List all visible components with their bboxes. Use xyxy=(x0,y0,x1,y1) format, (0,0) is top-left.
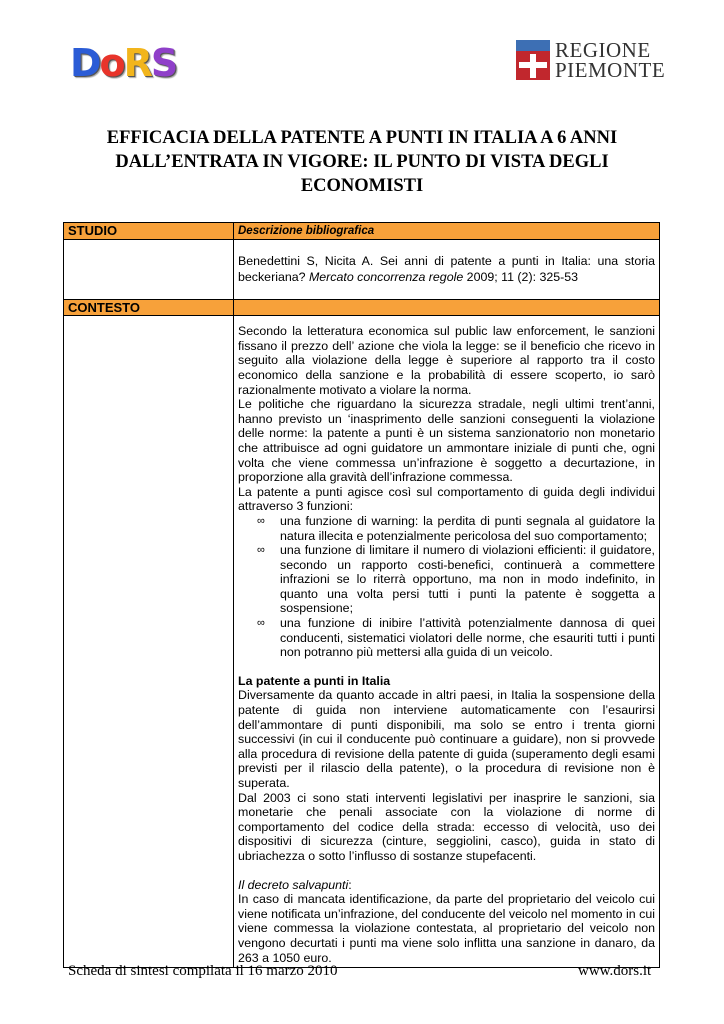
table-row xyxy=(64,300,660,316)
list-item-text: una funzione di inibire l’attività potenzialmente dannosa di quei conducenti, sistematici violatori delle norme, che esauriti tutti i punti non potranno più mettersi alla guida di un veicolo. xyxy=(280,616,655,660)
summary-table xyxy=(63,222,660,968)
paragraph: Dal 2003 ci sono stati interventi legislativi per inasprire le sanzioni, sia monetarie che penali associate con la violazione di norme di comportamento del codice della strada: eccesso di velocità, uso dei dispositivi di sicurezza (cinture, seggiolini, casco), guida in stato di ubriachezza o sotto l’influsso di sostanze stupefacenti. xyxy=(238,790,655,863)
list-item-text: una funzione di warning: la perdita di punti segnala al guidatore la natura illecita e potenzialmente pericolosa del suo comportamento; xyxy=(280,513,655,543)
functions-list xyxy=(238,514,655,660)
bibliography-reference: 2009; 11 (2): 325-53 xyxy=(463,269,579,284)
contesto-label-cell xyxy=(64,300,234,316)
logo-letter-o: o xyxy=(99,41,124,85)
piemonte-shield-icon xyxy=(516,40,550,80)
regione-piemonte-logo xyxy=(516,38,666,82)
infinity-bullet-icon: ∞ xyxy=(257,544,265,557)
studio-label-cell xyxy=(64,223,234,240)
contesto-body xyxy=(234,316,660,968)
spacer xyxy=(238,660,655,674)
bibliography-cell xyxy=(234,240,660,300)
section-heading-decreto xyxy=(238,878,655,893)
dors-logo xyxy=(70,40,177,86)
footer-website-link[interactable]: www.dors.it xyxy=(578,963,652,979)
infinity-bullet-icon: ∞ xyxy=(257,514,265,527)
paragraph: Diversamente da quanto accade in altri paesi, in Italia la sospensione della patente di guida non interviene automaticamente con l’esaurirsi dell’ammontare di punti disponibili, ma solo se entro i trenta giorni successivi (in cui il conducente può continuare a guidare), non si provvede alla procedura di revisione della patente di guida (superamento degli esami previsti per il rilascio della patente), o la procedura di revisione non è superata. xyxy=(238,688,655,790)
section-heading-italia: La patente a punti in Italia xyxy=(238,673,391,688)
decreto-heading-colon: : xyxy=(348,877,352,892)
paragraph: La patente a punti agisce così sul comportamento di guida degli individui attraverso 3 funzioni: xyxy=(238,484,655,514)
logo-letter-r: R xyxy=(123,41,151,85)
logo-letter-d: D xyxy=(70,41,100,85)
paragraph: Le politiche che riguardano la sicurezza stradale, negli ultimi trent’anni, hanno previsto un ‘inasprimento delle sanzioni conseguenti la violazione delle norme: la patente a punti è un sistema sanzionatorio non monetario che attribuisce ad ogni guidatore un ammontare iniziale di punti che, ogni volta che viene commessa un’infrazione è soggetto a decurtazione, in proporzione alla gravità dell’infrazione commessa. xyxy=(238,397,655,485)
contesto-header-empty xyxy=(234,300,660,316)
bibliographic-description-label: Descrizione bibliografica xyxy=(238,225,375,237)
list-item xyxy=(257,513,655,543)
studio-desc-cell xyxy=(234,223,660,240)
contesto-label: CONTESTO xyxy=(68,300,140,316)
paragraph: Secondo la letteratura economica sul public law enforcement, le sanzioni fissano il prezzo dell’ azione che viola la legge: se il beneficio che ricevo in seguito alla violazione della legge è superiore al rapporto tra il costo economico della sanzione e la probabilità di essere scoperto, io sarò razionalmente motivato a violare la norma. xyxy=(238,324,655,397)
logo-letter-s: S xyxy=(150,41,177,85)
infinity-bullet-icon: ∞ xyxy=(257,617,265,630)
decreto-heading-text: Il decreto salvapunti xyxy=(238,877,349,892)
footer-compiled-date: Scheda di sintesi compilata il 16 marzo 2010 xyxy=(68,963,338,979)
table-row xyxy=(64,316,660,968)
empty-cell xyxy=(64,316,234,968)
studio-label: STUDIO xyxy=(68,223,118,238)
list-item xyxy=(257,616,655,660)
spacer xyxy=(238,864,655,878)
logo-word-regione: REGIONE xyxy=(555,38,651,62)
list-item xyxy=(257,543,655,616)
bibliography-authors-title: Benedettini S, Nicita A. Sei anni di patente a punti in Italia: una storia beckeriana? xyxy=(238,254,655,284)
table-row xyxy=(64,240,660,300)
table-row xyxy=(64,223,660,240)
bibliography-journal: Mercato concorrenza regole xyxy=(308,269,464,284)
paragraph: In caso di mancata identificazione, da parte del proprietario del veicolo cui viene notificata un’infrazione, del conducente del veicolo nel momento in cui viene commessa la violazione contestata, al proprietario del veicolo non vengono decurtati i punti ma viene solo inflitta una sanzione in danaro, da 263 a 1050 euro. xyxy=(238,892,655,965)
empty-cell xyxy=(64,240,234,300)
document-title: EFFICACIA DELLA PATENTE A PUNTI IN ITALIA A 6 ANNI DALL’ENTRATA IN VIGORE: IL PUNTO DI VISTA DEGLI ECONOMISTI xyxy=(106,128,618,196)
logo-word-piemonte: PIEMONTE xyxy=(555,58,666,82)
list-item-text: una funzione di limitare il numero di violazioni efficienti: il guidatore, secondo un rapporto costi-benefici, continuerà a commettere infrazioni se lo riterrà opportuno, ma non in modo indefinito, in quanto una volta persi tutti i punti la patente è soggetta a sospensione; xyxy=(280,543,655,616)
